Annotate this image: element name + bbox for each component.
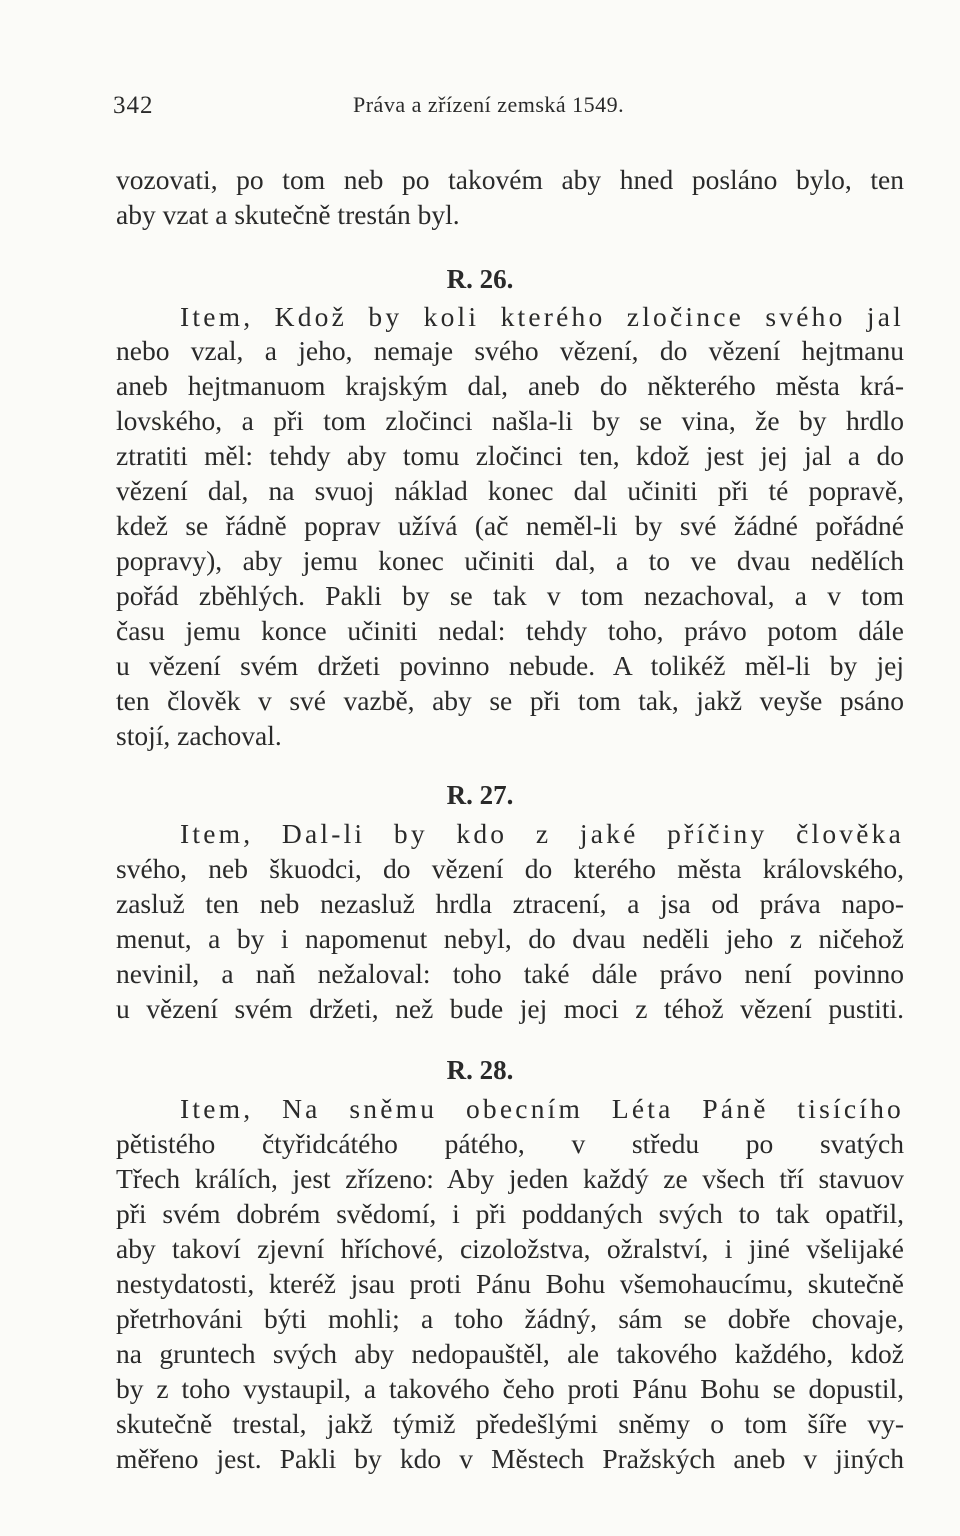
text-line: přetrhováni býti mohli; a toho žádný, sám se dobře chovaje, bbox=[116, 1303, 904, 1334]
section-heading: R. 26. bbox=[446, 264, 514, 294]
section-first-line: Item, Na sněmu obecním Léta Páně tisícího bbox=[180, 1093, 904, 1124]
text-line: nestydatosti, kteréž jsau proti Pánu Bohu všemohaucímu, skutečně bbox=[116, 1268, 904, 1299]
text-line: zasluž ten neb nezasluž hrdla ztracení, a jsa od práva napo- bbox=[116, 888, 904, 919]
text-line: nevinil, a naň nežaloval: toho také dále právo není povinno bbox=[116, 958, 904, 989]
text-line: Třech králích, jest zřízeno: Aby jeden každý ze všech tří stavuov bbox=[116, 1163, 904, 1194]
text-line: vozovati, po tom neb po takovém aby hned posláno bylo, ten bbox=[116, 164, 904, 195]
section-heading: R. 27. bbox=[446, 780, 514, 810]
text-line: při svém dobrém svědomí, i při poddaných svých to tak opatřil, bbox=[116, 1198, 904, 1229]
text-line: aby vzat a skutečně trestán byl. bbox=[116, 199, 460, 230]
text-line: by z toho vystaupil, a takového čeho proti Pánu Bohu se dopustil, bbox=[116, 1373, 904, 1404]
text-line: u vězení svém držeti povinno nebude. A tolikéž měl-li by jej bbox=[116, 650, 904, 681]
text-line: času jemu konce učiniti nedal: tehdy toho, právo potom dále bbox=[116, 615, 904, 646]
section-heading: R. 28. bbox=[446, 1055, 514, 1085]
text-line: pořád zběhlých. Pakli by se tak v tom nezachoval, a v tom bbox=[116, 580, 904, 611]
text-line: ztratiti měl: tehdy aby tomu zločinci ten, kdož jest jej jal a do bbox=[116, 440, 904, 471]
text-line: popravy), aby jemu konec učiniti dal, a to ve dvau nedělích bbox=[116, 545, 904, 576]
text-line: na gruntech svých aby nedopauštěl, ale takového každého, kdož bbox=[116, 1338, 904, 1369]
text-line: aneb hejtmanuom krajským dal, aneb do některého města krá- bbox=[116, 370, 904, 401]
text-line: nebo vzal, a jeho, nemaje svého vězení, do vězení hejtmanu bbox=[116, 335, 904, 366]
text-line: kdež se řádně poprav užívá (ač neměl-li by své žádné pořádné bbox=[116, 510, 904, 541]
section-first-line: Item, Dal-li by kdo z jaké příčiny člověka bbox=[180, 818, 904, 849]
text-line: stojí, zachoval. bbox=[116, 720, 282, 751]
running-head: Práva a zřízení zemská 1549. bbox=[353, 92, 625, 117]
text-line: vězení dal, na svuoj náklad konec dal učiniti při té popravě, bbox=[116, 475, 904, 506]
text-line: svého, neb škuodci, do vězení do kterého města královského, bbox=[116, 853, 904, 884]
page-number: 342 bbox=[113, 92, 154, 119]
text-line: menut, a by i napomenut nebyl, do dvau neděli jeho z ničehož bbox=[116, 923, 904, 954]
text-line: skutečně trestal, jakž týmiž předešlými sněmy o tom šíře vy- bbox=[116, 1408, 904, 1439]
text-line: měřeno jest. Pakli by kdo v Městech Pražských aneb v jiných bbox=[116, 1443, 904, 1474]
text-line: ten člověk v své vazbě, aby se při tom tak, jakž veyše psáno bbox=[116, 685, 904, 716]
text-line: pětistého čtyřidcátého pátého, v středu po svatých bbox=[116, 1128, 904, 1159]
text-line: u vězení svém držeti, než bude jej moci z téhož vězení pustiti. bbox=[116, 993, 904, 1024]
text-line: aby takoví zjevní hříchové, cizoložstva, ožralství, i jiné všelijaké bbox=[116, 1233, 904, 1264]
text-line: lovského, a při tom zločinci našla-li by se vina, že by hrdlo bbox=[116, 405, 904, 436]
section-first-line: Item, Kdož by koli kterého zločince svého jal bbox=[180, 301, 904, 332]
page-header bbox=[113, 92, 903, 126]
